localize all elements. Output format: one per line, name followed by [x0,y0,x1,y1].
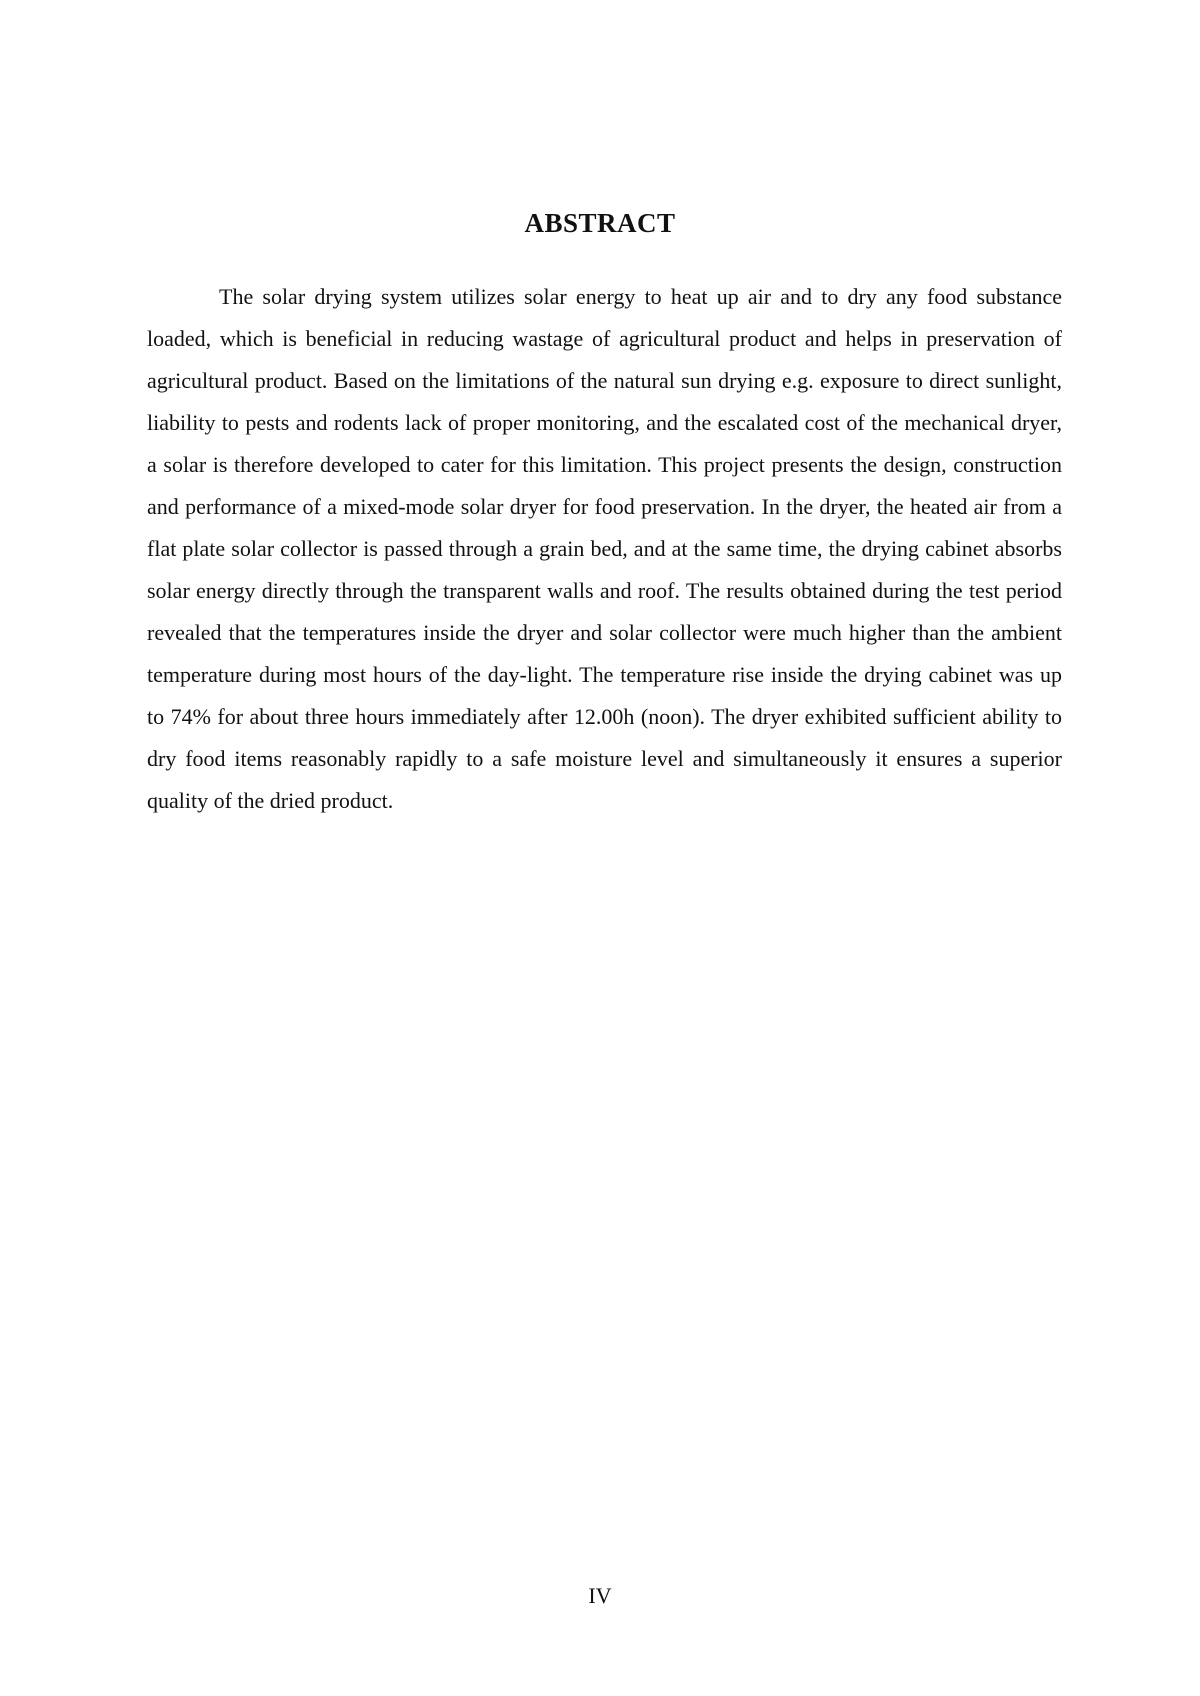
page-title: ABSTRACT [524,208,676,238]
page-number: IV [588,1583,612,1608]
abstract-paragraph: The solar drying system utilizes solar energy to heat up air and to dry any food substance loaded, which is beneficial in reducing wastage of agricultural product and helps in preservation of agricultural product. Based on the limitations of the natural sun drying e.g. exposure to direct sunlight, liability to pests and rodents lack of proper monitoring, and the escalated cost of the mechanical dryer, a solar is therefore developed to cater for this limitation. This project presents the design, construction and performance of a mixed-mode solar dryer for food preservation. In the dryer, the heated air from a flat plate solar collector is passed through a grain bed, and at the same time, the drying cabinet absorbs solar energy directly through the transparent walls and roof. The results obtained during the test period revealed that the temperatures inside the dryer and solar collector were much higher than the ambient temperature during most hours of the day-light. The temperature rise inside the drying cabinet was up to 74% for about three hours immediately after 12.00h (noon). The dryer exhibited sufficient ability to dry food items reasonably rapidly to a safe moisture level and simultaneously it ensures a superior quality of the dried product. [147,284,1062,813]
